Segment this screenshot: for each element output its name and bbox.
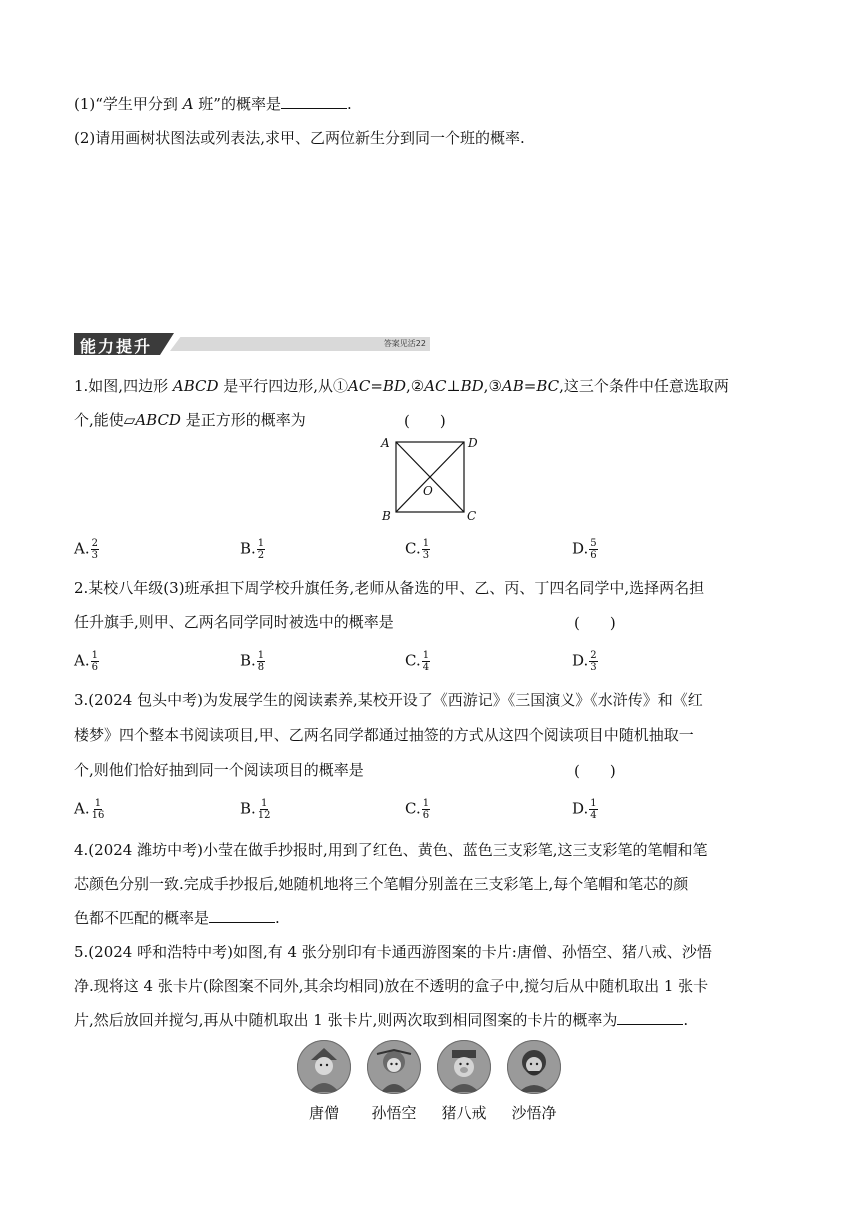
denominator: 3 (590, 662, 597, 673)
q5-line1: 5.(2024 呼和浩特中考)如图,有 4 张分别印有卡通西游图案的卡片:唐僧、孙悟空、猪八戒、沙悟 (74, 943, 712, 961)
numerator: 1 (257, 650, 265, 661)
card-label-shawujing: 沙悟净 (511, 1104, 557, 1122)
q5-line3 (74, 1010, 688, 1030)
text: 班”的概率是 (193, 95, 281, 113)
denominator: 3 (422, 550, 430, 561)
q4-line3 (74, 908, 280, 928)
fraction (589, 798, 597, 821)
numerator: 2 (91, 538, 98, 549)
sunwukong-icon (367, 1040, 421, 1094)
numerator: 1 (422, 650, 430, 661)
denominator: 4 (422, 662, 430, 673)
text: . (346, 95, 352, 113)
variable: AC⊥BD (424, 377, 484, 395)
q3-option-b[interactable] (240, 798, 272, 821)
card-shawujing-image (507, 1040, 561, 1094)
section-banner (74, 333, 430, 355)
denominator: 6 (91, 662, 98, 673)
label-o: O (423, 484, 433, 498)
fraction (422, 650, 430, 673)
variable: A (182, 95, 194, 113)
card-label-tangseng: 唐僧 (308, 1104, 339, 1122)
q1-line1 (74, 376, 729, 396)
numerator: 5 (590, 538, 597, 549)
q2-line1: 2.某校八年级(3)班承担下周学校升旗任务,老师从备选的甲、乙、丙、丁四名同学中,选择两名担 (74, 579, 705, 597)
q3-line3: 个,则他们恰好抽到同一个阅读项目的概率是 (74, 761, 364, 779)
numerator: 1 (260, 798, 268, 809)
option-letter: C. (405, 799, 421, 818)
text: 1.如图,四边形 (74, 377, 173, 395)
option-letter: A. (74, 539, 90, 558)
label-c: C (467, 509, 477, 523)
q3-line2: 楼梦》四个整本书阅读项目,甲、乙两名同学都通过抽签的方式从这四个阅读项目中随机抽取一 (74, 726, 694, 744)
answer-paren[interactable]: ( ) (404, 412, 446, 430)
variable: AB=BC (501, 377, 560, 395)
option-letter: D. (572, 539, 589, 558)
denominator: 6 (590, 550, 597, 561)
numerator: 2 (590, 650, 597, 661)
option-letter: C. (405, 539, 421, 558)
label-b: B (382, 509, 391, 523)
q2-option-a[interactable] (74, 650, 99, 673)
numerator: 1 (94, 798, 102, 809)
card-sunwukong-image (367, 1040, 421, 1094)
q1-option-c[interactable] (405, 538, 430, 561)
text: ,③ (483, 377, 502, 395)
text: ,这三个条件中任意选取两 (559, 377, 729, 395)
text: . (275, 909, 280, 927)
q2-option-b[interactable] (240, 650, 265, 673)
q4-line2: 芯颜色分别一致.完成手抄报后,她随机地将三个笔帽分别盖在三支彩笔上,每个笔帽和笔芯的颜 (74, 875, 689, 893)
answer-blank[interactable] (281, 94, 347, 109)
fraction (422, 798, 430, 821)
denominator: 12 (257, 810, 271, 821)
square-diagram (375, 432, 495, 527)
fraction (589, 538, 597, 561)
banner-title: 能力提升 (80, 337, 153, 356)
card-zhubajie-image (437, 1040, 491, 1094)
fraction (422, 538, 430, 561)
q2-option-c[interactable] (405, 650, 430, 673)
denominator: 2 (257, 550, 265, 561)
text: 色都不匹配的概率是 (74, 909, 210, 927)
q3-line1: 3.(2024 包头中考)为发展学生的阅读素养,某校开设了《西游记》《三国演义》《水浒传》和《红 (74, 691, 703, 709)
denominator: 3 (91, 550, 98, 561)
text: 片,然后放回并搅匀,再从中随机取出 1 张卡片,则两次取到相同图案的卡片的概率为 (74, 1011, 618, 1029)
tangseng-icon (297, 1040, 351, 1094)
question-1-part1 (74, 94, 352, 114)
fraction (91, 798, 106, 821)
q1-option-a[interactable] (74, 538, 99, 561)
numerator: 1 (422, 798, 430, 809)
card-tangseng-image (297, 1040, 351, 1094)
answer-blank[interactable] (209, 908, 275, 923)
q1-option-d[interactable] (572, 538, 598, 561)
label-d: D (468, 436, 478, 450)
answer-paren[interactable]: ( ) (574, 614, 616, 632)
option-letter: B. (240, 539, 256, 558)
label-a: A (381, 436, 390, 450)
text: ,② (405, 377, 425, 395)
text: (1)“学生甲分到 (74, 95, 183, 113)
text: 个,能使▱ (74, 411, 136, 429)
q1-option-b[interactable] (240, 538, 265, 561)
option-letter: A. (74, 799, 90, 818)
question-2-part1: (2)请用画树状图法或列表法,求甲、乙两位新生分到同一个班的概率. (74, 129, 525, 147)
numerator: 1 (590, 798, 597, 809)
fraction (257, 798, 272, 821)
numerator: 1 (257, 538, 265, 549)
card-label-sunwukong: 孙悟空 (371, 1104, 417, 1122)
q3-option-a[interactable] (74, 798, 105, 821)
card-label-zhubajie: 猪八戒 (441, 1104, 487, 1122)
option-letter: A. (74, 651, 90, 670)
text: 是平行四边形,从① (218, 377, 349, 395)
q5-line2: 净.现将这 4 张卡片(除图案不同外,其余均相同)放在不透明的盒子中,搅匀后从中随机取出 1 张卡 (74, 977, 709, 995)
card-row (0, 1040, 860, 1140)
fraction (91, 650, 99, 673)
option-letter: D. (572, 799, 589, 818)
numerator: 1 (91, 650, 98, 661)
text: . (683, 1011, 689, 1029)
denominator: 16 (91, 810, 105, 821)
answer-paren[interactable]: ( ) (574, 762, 616, 780)
fraction (589, 650, 597, 673)
variable: ABCD (172, 377, 219, 395)
variable: AC=BD (348, 377, 406, 395)
option-letter: B. (240, 651, 256, 670)
denominator: 4 (590, 810, 597, 821)
q2-option-d[interactable] (572, 650, 598, 673)
numerator: 1 (422, 538, 430, 549)
fraction (91, 538, 99, 561)
text: 是正方形的概率为 (180, 411, 306, 429)
option-letter: B. (240, 799, 256, 818)
zhubajie-icon (437, 1040, 491, 1094)
option-letter: C. (405, 651, 421, 670)
answer-blank[interactable] (617, 1010, 683, 1025)
q3-option-c[interactable] (405, 798, 430, 821)
shawujing-icon (507, 1040, 561, 1094)
q3-option-d[interactable] (572, 798, 598, 821)
q1-line2 (74, 410, 306, 430)
fraction (257, 538, 265, 561)
denominator: 8 (257, 662, 265, 673)
fraction (257, 650, 265, 673)
q4-line1: 4.(2024 潍坊中考)小莹在做手抄报时,用到了红色、黄色、蓝色三支彩笔,这三支彩笔的笔帽和笔 (74, 841, 708, 859)
option-letter: D. (572, 651, 589, 670)
variable: ABCD (135, 411, 181, 429)
denominator: 6 (422, 810, 430, 821)
q2-line2: 任升旗手,则甲、乙两名同学同时被选中的概率是 (74, 613, 394, 631)
answer-reference: 答案见活22 (383, 339, 426, 348)
